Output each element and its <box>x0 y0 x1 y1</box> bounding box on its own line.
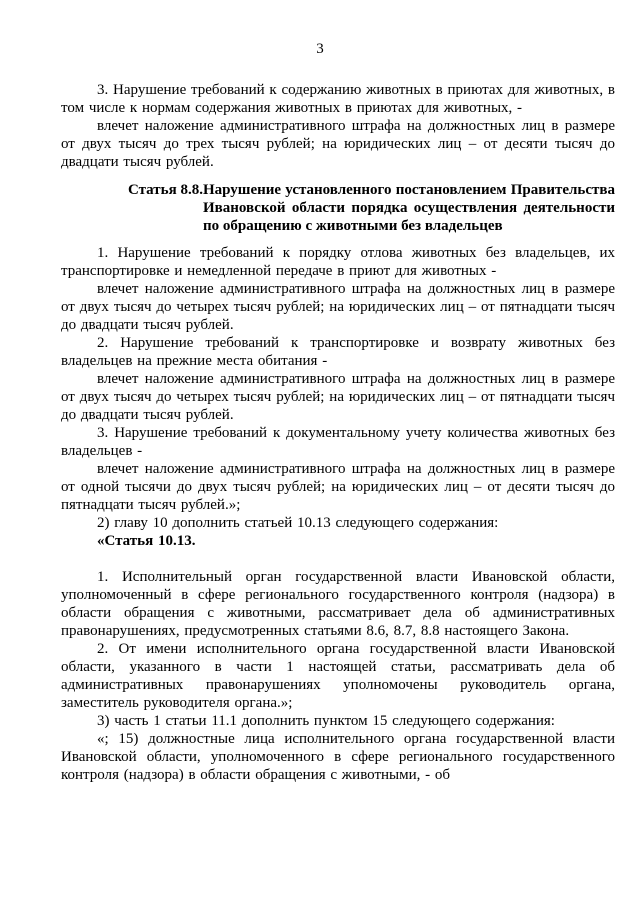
paragraph-part3-offense: 3. Нарушение требований к документальному учету количества животных без владельцев - <box>61 425 615 459</box>
paragraph-article10-13-part1: 1. Исполнительный орган государственной власти Ивановской области, уполномоченный в сфере регионального государственного контроля (надзора) в области обращения с животными, рассматривает дела об административных правонарушениях, предусмотренных статьями 8.6, 8.7, 8.8 настоящего Закона. <box>61 569 615 639</box>
blank-line <box>61 550 615 568</box>
paragraph-part1-penalty: влечет наложение административного штрафа на должностных лиц в размере от двух тысяч до четырех тысяч рублей; на юридических лиц – от пятнадцати тысяч до двадцати тысяч рублей. <box>61 281 615 333</box>
article-heading-8-8 <box>128 181 615 235</box>
paragraph-part1-offense: 1. Нарушение требований к порядку отлова животных без владельцев, их транспортировке и немедленной передаче в приют для животных - <box>61 245 615 279</box>
page-number: 3 <box>316 41 324 57</box>
paragraph-amendment-2: 2) главу 10 дополнить статьей 10.13 следующего содержания: <box>97 515 499 531</box>
article-heading-title: Нарушение установленного постановлением Правительства Ивановской области порядка осуществления деятельности по обращению с животными без владельцев <box>202 182 615 234</box>
paragraph-offense-3: 3. Нарушение требований к содержанию животных в приютах для животных, в том числе к нормам содержания животных в приютах для животных, - <box>61 82 615 116</box>
paragraph-penalty-3: влечет наложение административного штрафа на должностных лиц в размере от двух тысяч до трех тысяч рублей; на юридических лиц – от десяти тысяч до двадцати тысяч рублей. <box>61 118 615 170</box>
paragraph-article10-13-part2: 2. От имени исполнительного органа государственной власти Ивановской области, указанного в части 1 настоящей статьи, рассматривать дела об административных правонарушениях уполномочены руководитель органа, заместитель руководителя органа.»; <box>61 641 615 711</box>
paragraph-part2-penalty: влечет наложение административного штрафа на должностных лиц в размере от двух тысяч до четырех тысяч рублей; на юридических лиц – от пятнадцати тысяч до двадцати тысяч рублей. <box>61 371 615 423</box>
paragraph-item-15: «; 15) должностные лица исполнительного органа государственной власти Ивановской области, уполномоченного в сфере регионального государственного контроля (надзора) в области обращения с животными, - об <box>61 731 615 783</box>
paragraph-amendment-3: 3) часть 1 статьи 11.1 дополнить пунктом 15 следующего содержания: <box>97 713 555 729</box>
article-heading-label: Статья 8.8. <box>128 182 203 198</box>
article-number-10-13: «Статья 10.13. <box>97 533 196 549</box>
paragraph-part2-offense: 2. Нарушение требований к транспортировке и возврату животных без владельцев на прежние места обитания - <box>61 335 615 369</box>
paragraph-part3-penalty: влечет наложение административного штрафа на должностных лиц в размере от одной тысячи до двух тысяч рублей; на юридических лиц – от десяти тысяч до пятнадцати тысяч рублей.»; <box>61 461 615 513</box>
